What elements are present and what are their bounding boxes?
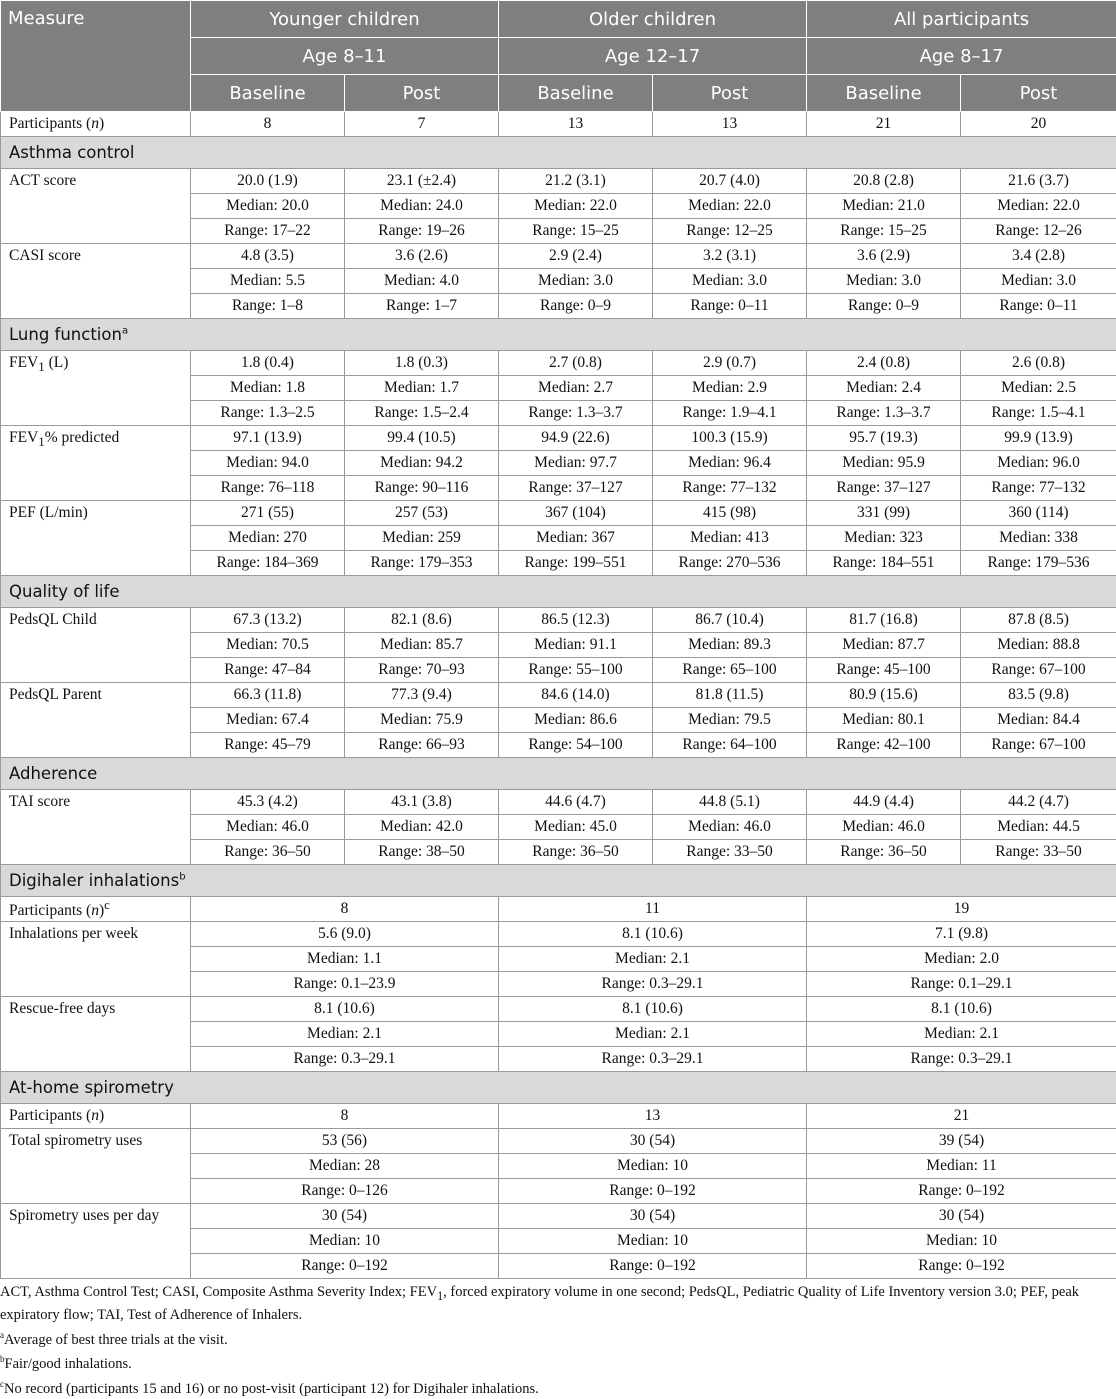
table-cell: Median: 95.9 bbox=[807, 451, 961, 476]
measure-label-text: Spirometry uses per day bbox=[9, 1207, 159, 1224]
table-cell: Range: 66–93 bbox=[345, 733, 499, 758]
table-cell: Median: 10 bbox=[807, 1229, 1116, 1254]
table-cell: Range: 1.3–2.5 bbox=[191, 401, 345, 426]
table-cell: 7.1 (9.8) bbox=[807, 922, 1116, 947]
participants-label-text: Participants ( bbox=[9, 115, 91, 132]
table-cell: Range: 1.5–2.4 bbox=[345, 401, 499, 426]
table-cell: 81.7 (16.8) bbox=[807, 608, 961, 633]
table-cell: Median: 67.4 bbox=[191, 708, 345, 733]
table-cell: Range: 0–9 bbox=[499, 294, 653, 319]
table-cell: Median: 10 bbox=[499, 1229, 807, 1254]
section-header bbox=[1, 319, 1116, 351]
table-cell: 5.6 (9.0) bbox=[191, 922, 499, 947]
table-cell: Range: 0.1–29.1 bbox=[807, 972, 1116, 997]
table-cell: Median: 2.7 bbox=[499, 376, 653, 401]
table-cell: Range: 45–79 bbox=[191, 733, 345, 758]
section-title bbox=[1, 865, 1116, 897]
table-cell: Median: 96.4 bbox=[653, 451, 807, 476]
participants-label bbox=[1, 112, 191, 137]
table-cell: 3.6 (2.9) bbox=[807, 244, 961, 269]
table-cell: Range: 45–100 bbox=[807, 658, 961, 683]
table-cell: 30 (54) bbox=[499, 1204, 807, 1229]
participants-count: 7 bbox=[345, 112, 499, 137]
table-cell: 21.6 (3.7) bbox=[961, 169, 1116, 194]
table-cell: 30 (54) bbox=[499, 1129, 807, 1154]
baseline-header: Baseline bbox=[191, 75, 345, 112]
table-cell: Median: 24.0 bbox=[345, 194, 499, 219]
table-cell: Median: 10 bbox=[499, 1154, 807, 1179]
table-cell: Median: 1.8 bbox=[191, 376, 345, 401]
table-cell: Range: 33–50 bbox=[653, 840, 807, 865]
table-cell: 82.1 (8.6) bbox=[345, 608, 499, 633]
table-cell: Median: 85.7 bbox=[345, 633, 499, 658]
abbreviations-subscript: 1 bbox=[437, 1289, 443, 1303]
participants-label-n: n bbox=[91, 115, 99, 132]
table-cell: Range: 47–84 bbox=[191, 658, 345, 683]
table-cell: Range: 0.3–29.1 bbox=[499, 1047, 807, 1072]
participants-count: 13 bbox=[499, 1104, 807, 1129]
participants-row bbox=[1, 1104, 1116, 1129]
table-cell: 81.8 (11.5) bbox=[653, 683, 807, 708]
section-title-text: Adherence bbox=[9, 764, 97, 783]
table-cell: 67.3 (13.2) bbox=[191, 608, 345, 633]
table-cell: Median: 46.0 bbox=[191, 815, 345, 840]
participants-count: 11 bbox=[499, 897, 807, 922]
table-cell: Range: 38–50 bbox=[345, 840, 499, 865]
table-cell: Median: 2.9 bbox=[653, 376, 807, 401]
abbreviations-note bbox=[0, 1283, 1110, 1326]
measure-label-text: PedsQL Parent bbox=[9, 686, 102, 703]
table-cell: Range: 0–9 bbox=[807, 294, 961, 319]
table-cell: Median: 2.0 bbox=[807, 947, 1116, 972]
table-cell: Range: 19–26 bbox=[345, 219, 499, 244]
footnote-b bbox=[0, 1350, 1110, 1374]
table-cell: Median: 46.0 bbox=[807, 815, 961, 840]
table-cell: Range: 15–25 bbox=[499, 219, 653, 244]
table-cell: Range: 179–536 bbox=[961, 551, 1116, 576]
participants-label-n: n bbox=[91, 1107, 99, 1124]
table-cell: 8.1 (10.6) bbox=[191, 997, 499, 1022]
measure-label-text: FEV bbox=[9, 429, 38, 446]
table-cell: Range: 0–192 bbox=[499, 1254, 807, 1279]
participants-count: 13 bbox=[653, 112, 807, 137]
participants-row bbox=[1, 112, 1116, 137]
table-cell: Median: 2.1 bbox=[499, 1022, 807, 1047]
abbreviations-text-1: ACT, Asthma Control Test; CASI, Composite Asthma Severity Index; FEV bbox=[0, 1284, 437, 1300]
footnote-text: Fair/good inhalations. bbox=[5, 1356, 132, 1372]
baseline-header: Baseline bbox=[807, 75, 961, 112]
table-cell: Median: 42.0 bbox=[345, 815, 499, 840]
table-cell: Range: 42–100 bbox=[807, 733, 961, 758]
measure-label-text: TAI score bbox=[9, 793, 70, 810]
table-cell: Median: 2.1 bbox=[807, 1022, 1116, 1047]
footnote-mark: a bbox=[0, 1330, 4, 1340]
table-cell: 20.0 (1.9) bbox=[191, 169, 345, 194]
participants-label-text: Participants ( bbox=[9, 1107, 91, 1124]
table-cell: Range: 1.3–3.7 bbox=[499, 401, 653, 426]
table-row bbox=[1, 683, 1116, 708]
baseline-header: Baseline bbox=[499, 75, 653, 112]
table-cell: 44.9 (4.4) bbox=[807, 790, 961, 815]
table-cell: 2.9 (2.4) bbox=[499, 244, 653, 269]
table-cell: Range: 55–100 bbox=[499, 658, 653, 683]
footnote-mark: c bbox=[0, 1379, 4, 1389]
table-cell: 83.5 (9.8) bbox=[961, 683, 1116, 708]
table-cell: Median: 28 bbox=[191, 1154, 499, 1179]
table-row bbox=[1, 1129, 1116, 1154]
table-cell: 1.8 (0.4) bbox=[191, 351, 345, 376]
table-cell: Median: 89.3 bbox=[653, 633, 807, 658]
table-cell: Median: 46.0 bbox=[653, 815, 807, 840]
table-row bbox=[1, 608, 1116, 633]
table-row bbox=[1, 351, 1116, 376]
table-cell: 99.4 (10.5) bbox=[345, 426, 499, 451]
table-cell: Range: 15–25 bbox=[807, 219, 961, 244]
participants-count: 21 bbox=[807, 1104, 1116, 1129]
section-title bbox=[1, 319, 1116, 351]
table-cell: Range: 77–132 bbox=[653, 476, 807, 501]
table-cell: Range: 184–551 bbox=[807, 551, 961, 576]
group-header-older: Older children bbox=[499, 1, 807, 38]
table-cell: Range: 1.5–4.1 bbox=[961, 401, 1116, 426]
table-cell: Median: 11 bbox=[807, 1154, 1116, 1179]
table-cell: 367 (104) bbox=[499, 501, 653, 526]
table-cell: 30 (54) bbox=[191, 1204, 499, 1229]
table-cell: 30 (54) bbox=[807, 1204, 1116, 1229]
table-cell: Median: 87.7 bbox=[807, 633, 961, 658]
measure-label bbox=[1, 608, 191, 683]
footnote-text: Average of best three trials at the visit. bbox=[4, 1332, 228, 1348]
table-cell: 77.3 (9.4) bbox=[345, 683, 499, 708]
table-cell: Median: 75.9 bbox=[345, 708, 499, 733]
participants-footnote-mark: c bbox=[104, 897, 110, 912]
table-cell: 8.1 (10.6) bbox=[499, 922, 807, 947]
table-cell: Median: 10 bbox=[191, 1229, 499, 1254]
table-cell: 23.1 (±2.4) bbox=[345, 169, 499, 194]
table-cell: 44.8 (5.1) bbox=[653, 790, 807, 815]
footnote-mark: b bbox=[0, 1354, 5, 1364]
table-cell: Range: 36–50 bbox=[499, 840, 653, 865]
table-cell: Median: 413 bbox=[653, 526, 807, 551]
table-cell: Range: 70–93 bbox=[345, 658, 499, 683]
measure-label-subscript: 1 bbox=[38, 434, 44, 449]
measure-label-text: PedsQL Child bbox=[9, 611, 97, 628]
table-cell: Median: 5.5 bbox=[191, 269, 345, 294]
measure-label bbox=[1, 351, 191, 426]
table-cell: Median: 367 bbox=[499, 526, 653, 551]
table-cell: Median: 323 bbox=[807, 526, 961, 551]
measure-label-suffix: % predicted bbox=[45, 429, 119, 446]
table-cell: Range: 0–192 bbox=[807, 1254, 1116, 1279]
table-cell: 21.2 (3.1) bbox=[499, 169, 653, 194]
table-cell: Median: 270 bbox=[191, 526, 345, 551]
table-cell: 39 (54) bbox=[807, 1129, 1116, 1154]
table-cell: Median: 2.5 bbox=[961, 376, 1116, 401]
table-cell: Median: 21.0 bbox=[807, 194, 961, 219]
measure-label-suffix: (L) bbox=[45, 354, 69, 371]
table-cell: 20.7 (4.0) bbox=[653, 169, 807, 194]
table-cell: 100.3 (15.9) bbox=[653, 426, 807, 451]
age-header-all: Age 8–17 bbox=[807, 38, 1116, 75]
measure-label-text: CASI score bbox=[9, 247, 81, 264]
table-cell: Median: 338 bbox=[961, 526, 1116, 551]
table-cell: 8.1 (10.6) bbox=[807, 997, 1116, 1022]
table-cell: Median: 3.0 bbox=[653, 269, 807, 294]
abbreviations-text-2: , forced expiratory volume in one second; PedsQL, Pediatric Quality of Life Inventory version 3.0; PEF, peak expiratory flow; TAI, Test of Adherence of Inhalers. bbox=[0, 1284, 1079, 1323]
table-cell: Median: 70.5 bbox=[191, 633, 345, 658]
table-cell: Median: 44.5 bbox=[961, 815, 1116, 840]
table-cell: Median: 94.2 bbox=[345, 451, 499, 476]
table-cell: 3.4 (2.8) bbox=[961, 244, 1116, 269]
age-header-older: Age 12–17 bbox=[499, 38, 807, 75]
measure-label bbox=[1, 426, 191, 501]
measure-label bbox=[1, 244, 191, 319]
table-cell: Range: 179–353 bbox=[345, 551, 499, 576]
footnote-a bbox=[0, 1326, 1110, 1350]
table-cell: Range: 64–100 bbox=[653, 733, 807, 758]
table-cell: Range: 0.1–23.9 bbox=[191, 972, 499, 997]
table-cell: 43.1 (3.8) bbox=[345, 790, 499, 815]
table-cell: Median: 2.4 bbox=[807, 376, 961, 401]
table-cell: 87.8 (8.5) bbox=[961, 608, 1116, 633]
table-cell: Range: 65–100 bbox=[653, 658, 807, 683]
table-cell: Range: 199–551 bbox=[499, 551, 653, 576]
table-cell: Median: 2.1 bbox=[191, 1022, 499, 1047]
measure-label-text: FEV bbox=[9, 354, 38, 371]
table-cell: Median: 1.1 bbox=[191, 947, 499, 972]
table-cell: Median: 80.1 bbox=[807, 708, 961, 733]
table-cell: Median: 45.0 bbox=[499, 815, 653, 840]
table-footnotes bbox=[0, 1283, 1110, 1399]
measure-label bbox=[1, 501, 191, 576]
section-title bbox=[1, 1072, 1116, 1104]
table-cell: Median: 20.0 bbox=[191, 194, 345, 219]
table-cell: Median: 79.5 bbox=[653, 708, 807, 733]
participants-label-text: Participants ( bbox=[9, 903, 91, 920]
section-header bbox=[1, 758, 1116, 790]
participants-count: 21 bbox=[807, 112, 961, 137]
measure-label bbox=[1, 1129, 191, 1204]
table-cell: Range: 90–116 bbox=[345, 476, 499, 501]
table-row bbox=[1, 997, 1116, 1022]
footnote-c bbox=[0, 1375, 1110, 1399]
section-title-footnote-mark: b bbox=[179, 872, 185, 883]
post-header: Post bbox=[345, 75, 499, 112]
table-cell: 53 (56) bbox=[191, 1129, 499, 1154]
table-cell: Range: 37–127 bbox=[807, 476, 961, 501]
section-title-text: Asthma control bbox=[9, 143, 134, 162]
group-header-all: All participants bbox=[807, 1, 1116, 38]
section-title bbox=[1, 758, 1116, 790]
table-cell: Range: 1–8 bbox=[191, 294, 345, 319]
participants-label-n: n bbox=[91, 903, 99, 920]
table-cell: Range: 1.9–4.1 bbox=[653, 401, 807, 426]
table-cell: 3.6 (2.6) bbox=[345, 244, 499, 269]
participants-label-close: ) bbox=[99, 903, 104, 920]
table-cell: Median: 94.0 bbox=[191, 451, 345, 476]
table-cell: 331 (99) bbox=[807, 501, 961, 526]
table-cell: Range: 37–127 bbox=[499, 476, 653, 501]
footnote-text: No record (participants 15 and 16) or no post-visit (participant 12) for Digihaler inhalations. bbox=[4, 1380, 539, 1396]
participants-label bbox=[1, 897, 191, 922]
table-cell: 66.3 (11.8) bbox=[191, 683, 345, 708]
section-header bbox=[1, 137, 1116, 169]
table-row bbox=[1, 790, 1116, 815]
table-cell: Range: 36–50 bbox=[191, 840, 345, 865]
table-cell: Median: 3.0 bbox=[807, 269, 961, 294]
table-cell: 99.9 (13.9) bbox=[961, 426, 1116, 451]
table-cell: 3.2 (3.1) bbox=[653, 244, 807, 269]
table-row bbox=[1, 1204, 1116, 1229]
table-cell: 2.7 (0.8) bbox=[499, 351, 653, 376]
table-cell: 97.1 (13.9) bbox=[191, 426, 345, 451]
section-header bbox=[1, 865, 1116, 897]
section-title-text: Lung function bbox=[9, 325, 122, 344]
table-cell: Median: 88.8 bbox=[961, 633, 1116, 658]
table-row bbox=[1, 922, 1116, 947]
table-cell: Range: 77–132 bbox=[961, 476, 1116, 501]
table-cell: Range: 184–369 bbox=[191, 551, 345, 576]
table-cell: 2.6 (0.8) bbox=[961, 351, 1116, 376]
table-cell: Range: 0–11 bbox=[961, 294, 1116, 319]
section-header bbox=[1, 576, 1116, 608]
table-cell: Median: 86.6 bbox=[499, 708, 653, 733]
table-row bbox=[1, 426, 1116, 451]
table-cell: 2.9 (0.7) bbox=[653, 351, 807, 376]
measure-label bbox=[1, 1204, 191, 1279]
participants-row bbox=[1, 897, 1116, 922]
measure-label-text: PEF (L/min) bbox=[9, 504, 88, 521]
table-cell: 44.2 (4.7) bbox=[961, 790, 1116, 815]
table-cell: Range: 0.3–29.1 bbox=[191, 1047, 499, 1072]
group-header-younger: Younger children bbox=[191, 1, 499, 38]
post-header: Post bbox=[653, 75, 807, 112]
table-row bbox=[1, 244, 1116, 269]
table-cell: 80.9 (15.6) bbox=[807, 683, 961, 708]
post-header: Post bbox=[961, 75, 1116, 112]
table-cell: Range: 1.3–3.7 bbox=[807, 401, 961, 426]
table-cell: 271 (55) bbox=[191, 501, 345, 526]
table-cell: Median: 1.7 bbox=[345, 376, 499, 401]
participants-count: 8 bbox=[191, 897, 499, 922]
table-body bbox=[1, 112, 1116, 1279]
table-cell: 44.6 (4.7) bbox=[499, 790, 653, 815]
participants-count: 19 bbox=[807, 897, 1116, 922]
table-cell: 2.4 (0.8) bbox=[807, 351, 961, 376]
table-cell: 94.9 (22.6) bbox=[499, 426, 653, 451]
section-title bbox=[1, 137, 1116, 169]
table-cell: 86.7 (10.4) bbox=[653, 608, 807, 633]
table-cell: Range: 12–25 bbox=[653, 219, 807, 244]
measure-label-text: Inhalations per week bbox=[9, 925, 138, 942]
participants-count: 8 bbox=[191, 112, 345, 137]
table-cell: 415 (98) bbox=[653, 501, 807, 526]
table-cell: Range: 270–536 bbox=[653, 551, 807, 576]
measure-label-text: ACT score bbox=[9, 172, 76, 189]
table-cell: Range: 0–192 bbox=[499, 1179, 807, 1204]
table-cell: Median: 259 bbox=[345, 526, 499, 551]
table-cell: Range: 0.3–29.1 bbox=[807, 1047, 1116, 1072]
table-cell: Median: 96.0 bbox=[961, 451, 1116, 476]
age-header-younger: Age 8–11 bbox=[191, 38, 499, 75]
table-cell: Median: 3.0 bbox=[499, 269, 653, 294]
table-cell: Range: 33–50 bbox=[961, 840, 1116, 865]
participants-count: 13 bbox=[499, 112, 653, 137]
table-cell: Median: 22.0 bbox=[499, 194, 653, 219]
participants-count: 8 bbox=[191, 1104, 499, 1129]
table-header bbox=[1, 1, 1116, 112]
table-cell: Median: 91.1 bbox=[499, 633, 653, 658]
measure-label bbox=[1, 790, 191, 865]
table-cell: Range: 12–26 bbox=[961, 219, 1116, 244]
section-title-text: Quality of life bbox=[9, 582, 119, 601]
section-header bbox=[1, 1072, 1116, 1104]
table-cell: Range: 17–22 bbox=[191, 219, 345, 244]
table-cell: 20.8 (2.8) bbox=[807, 169, 961, 194]
table-cell: 86.5 (12.3) bbox=[499, 608, 653, 633]
table-cell: 4.8 (3.5) bbox=[191, 244, 345, 269]
table-cell: Range: 0–192 bbox=[191, 1254, 499, 1279]
section-title-footnote-mark: a bbox=[122, 326, 128, 337]
table-cell: 360 (114) bbox=[961, 501, 1116, 526]
measure-label-text: Total spirometry uses bbox=[9, 1132, 142, 1149]
participants-label-close: ) bbox=[99, 115, 104, 132]
table-row bbox=[1, 169, 1116, 194]
table-cell: Median: 4.0 bbox=[345, 269, 499, 294]
table-cell: 84.6 (14.0) bbox=[499, 683, 653, 708]
table-cell: Range: 1–7 bbox=[345, 294, 499, 319]
measure-column-header: Measure bbox=[1, 1, 191, 112]
table-cell: Range: 0.3–29.1 bbox=[499, 972, 807, 997]
table-cell: 95.7 (19.3) bbox=[807, 426, 961, 451]
table-cell: Range: 36–50 bbox=[807, 840, 961, 865]
participants-label bbox=[1, 1104, 191, 1129]
table-row bbox=[1, 501, 1116, 526]
measure-label-text: Rescue-free days bbox=[9, 1000, 115, 1017]
measure-label bbox=[1, 683, 191, 758]
measure-label bbox=[1, 169, 191, 244]
section-title-text: Digihaler inhalations bbox=[9, 871, 179, 890]
table-cell: Median: 2.1 bbox=[499, 947, 807, 972]
table-cell: Median: 3.0 bbox=[961, 269, 1116, 294]
table-cell: Range: 0–11 bbox=[653, 294, 807, 319]
table-cell: Median: 22.0 bbox=[653, 194, 807, 219]
table-cell: Median: 97.7 bbox=[499, 451, 653, 476]
participants-count: 20 bbox=[961, 112, 1116, 137]
table-cell: 257 (53) bbox=[345, 501, 499, 526]
table-cell: 8.1 (10.6) bbox=[499, 997, 807, 1022]
table-cell: Range: 76–118 bbox=[191, 476, 345, 501]
table-cell: Median: 84.4 bbox=[961, 708, 1116, 733]
measure-label-subscript: 1 bbox=[38, 359, 44, 374]
table-cell: Range: 54–100 bbox=[499, 733, 653, 758]
table-cell: Range: 0–192 bbox=[807, 1179, 1116, 1204]
table-cell: 1.8 (0.3) bbox=[345, 351, 499, 376]
table-cell: Range: 67–100 bbox=[961, 733, 1116, 758]
section-title-text: At-home spirometry bbox=[9, 1078, 174, 1097]
measure-label bbox=[1, 997, 191, 1072]
table-cell: 45.3 (4.2) bbox=[191, 790, 345, 815]
table-cell: Range: 0–126 bbox=[191, 1179, 499, 1204]
table-cell: Median: 22.0 bbox=[961, 194, 1116, 219]
table-cell: Range: 67–100 bbox=[961, 658, 1116, 683]
participants-label-close: ) bbox=[99, 1107, 104, 1124]
section-title bbox=[1, 576, 1116, 608]
measure-label bbox=[1, 922, 191, 997]
